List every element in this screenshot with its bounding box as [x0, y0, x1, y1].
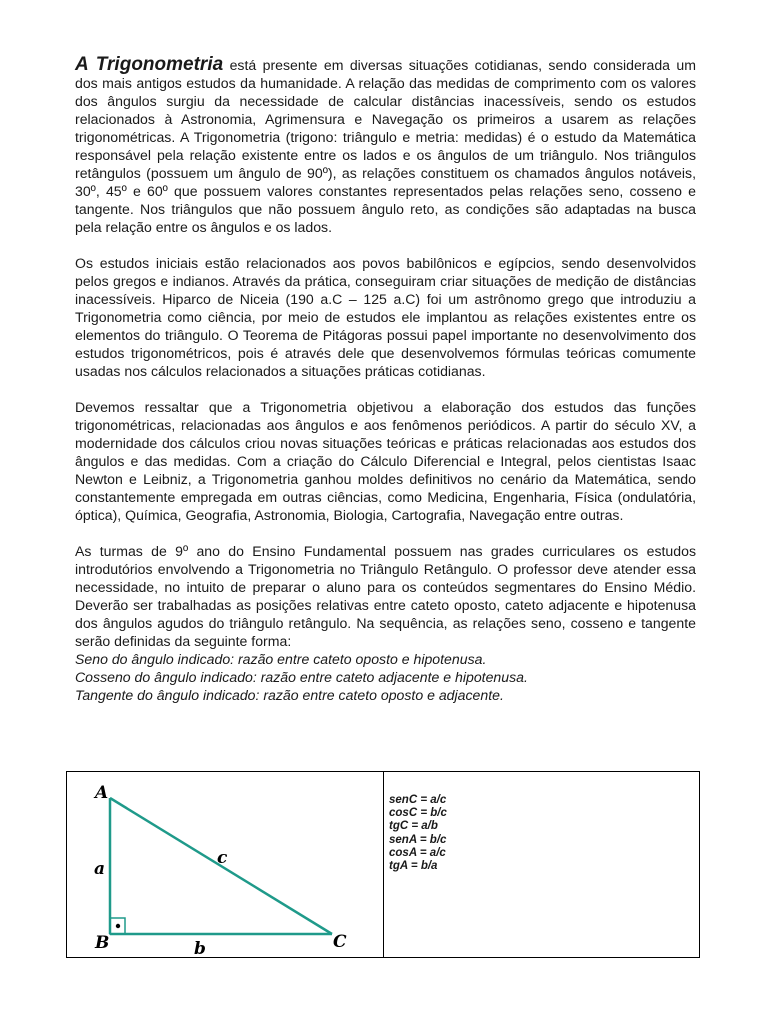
figure-table: [66, 771, 700, 958]
definition-tangent: Tangente do ângulo indicado: razão entre cateto oposto e adjacente.: [75, 687, 504, 703]
formulas-cell: [384, 772, 699, 957]
formula-sen-a: senA = b/c: [389, 833, 447, 846]
side-label-a: a: [94, 859, 106, 879]
right-angle-dot: [116, 924, 120, 928]
lead-title: A Trigonometria: [75, 54, 224, 75]
side-label-c: c: [217, 848, 228, 868]
definition-sine: Seno do ângulo indicado: razão entre cateto oposto e hipotenusa.: [75, 651, 487, 667]
definition-cosine: Cosseno do ângulo indicado: razão entre cateto adjacente e hipotenusa.: [75, 669, 528, 685]
formula-list: [389, 794, 447, 873]
formula-cos-a: cosA = a/c: [389, 846, 446, 859]
formula-tg-a: tgA = b/a: [389, 860, 438, 873]
paragraph-curriculum: As turmas de 9º ano do Ensino Fundamental possuem nas grades curriculares os estudos introdutórios envolvendo a Trigonometria no Triângulo Retângulo. O professor deve atender essa necessidade, no intuito de preparar o aluno para os conteúdos segmentares do Ensino Médio. Deverão ser trabalhadas as posições relativas entre cateto oposto, cateto adjacente e hipotenusa dos ângulos agudos do triângulo retângulo. Na sequência, as relações seno, cosseno e tangente serão definidas da seguinte forma:: [75, 543, 696, 649]
vertex-label-c: C: [333, 932, 347, 952]
vertex-label-b: B: [95, 933, 110, 953]
formula-tg-c: tgC = a/b: [389, 820, 438, 833]
paragraph-modern: Devemos ressaltar que a Trigonometria objetivou a elaboração dos estudos das funções trigonométricas, relacionadas aos ângulos e aos fenômenos periódicos. A partir do século XV, a modernidade dos cálculos criou novas situações teóricas e práticas relacionadas aos estudos dos ângulos e das medidas. Com a criação do Cálculo Diferencial e Integral, pelos cientistas Isaac Newton e Leibniz, a Trigonometria ganhou moldes definitivos no cenário da Matemática, sendo constantemente empregada em outras ciências, como Medicina, Engenharia, Física (ondulatória, óptica), Química, Geografia, Astronomia, Biologia, Cartografia, Navegação entre outras.: [75, 399, 696, 523]
triangle-cell: [67, 772, 384, 957]
document-body: [75, 56, 696, 704]
paragraph-intro-text: está presente em diversas situações cotidianas, sendo considerada um dos mais antigos estudos da humanidade. A relação das medidas de comprimento com os valores dos ângulos surgiu da necessidade de calcular distâncias inacessíveis, sendo os estudos relacionados à Astronomia, Agrimensura e Navegação os primeiros a usarem as relações trigonométricas. A Trigonometria (trigono: triângulo e metria: medidas) é o estudo da Matemática responsável pela relação existente entre os lados e os ângulos de um triângulo. Nos triângulos retângulos (possuem um ângulo de 90º), as relações constituem os chamados ângulos notáveis, 30º, 45º e 60º que possuem valores constantes representados pelas relações seno, cosseno e tangente. Nos triângulos que não possuem ângulo reto, as condições são adaptadas na busca pela relação entre os ângulos e os lados.: [75, 57, 696, 235]
right-triangle-diagram: [67, 772, 383, 957]
formula-cos-c: cosC = b/c: [389, 807, 447, 820]
paragraph-history: Os estudos iniciais estão relacionados aos povos babilônicos e egípcios, sendo desenvolvidos pelos gregos e indianos. Através da prática, conseguiram criar situações de medição de distâncias inacessíveis. Hiparco de Niceia (190 a.C – 125 a.C) foi um astrônomo grego que introduziu a Trigonometria como ciência, por meio de estudos ele implantou as relações existentes entre os elementos do triângulo. O Teorema de Pitágoras possui papel importante no desenvolvimento dos estudos trigonométricos, pois é através dele que desenvolvemos fórmulas teóricas comumente usadas nos cálculos relacionados a situações práticas cotidianas.: [75, 255, 696, 379]
vertex-label-a: A: [95, 783, 109, 803]
paragraph-intro: [75, 56, 696, 236]
definitions-list: [75, 650, 696, 704]
side-label-b: b: [194, 939, 206, 957]
formula-sen-c: senC = a/c: [389, 794, 447, 806]
